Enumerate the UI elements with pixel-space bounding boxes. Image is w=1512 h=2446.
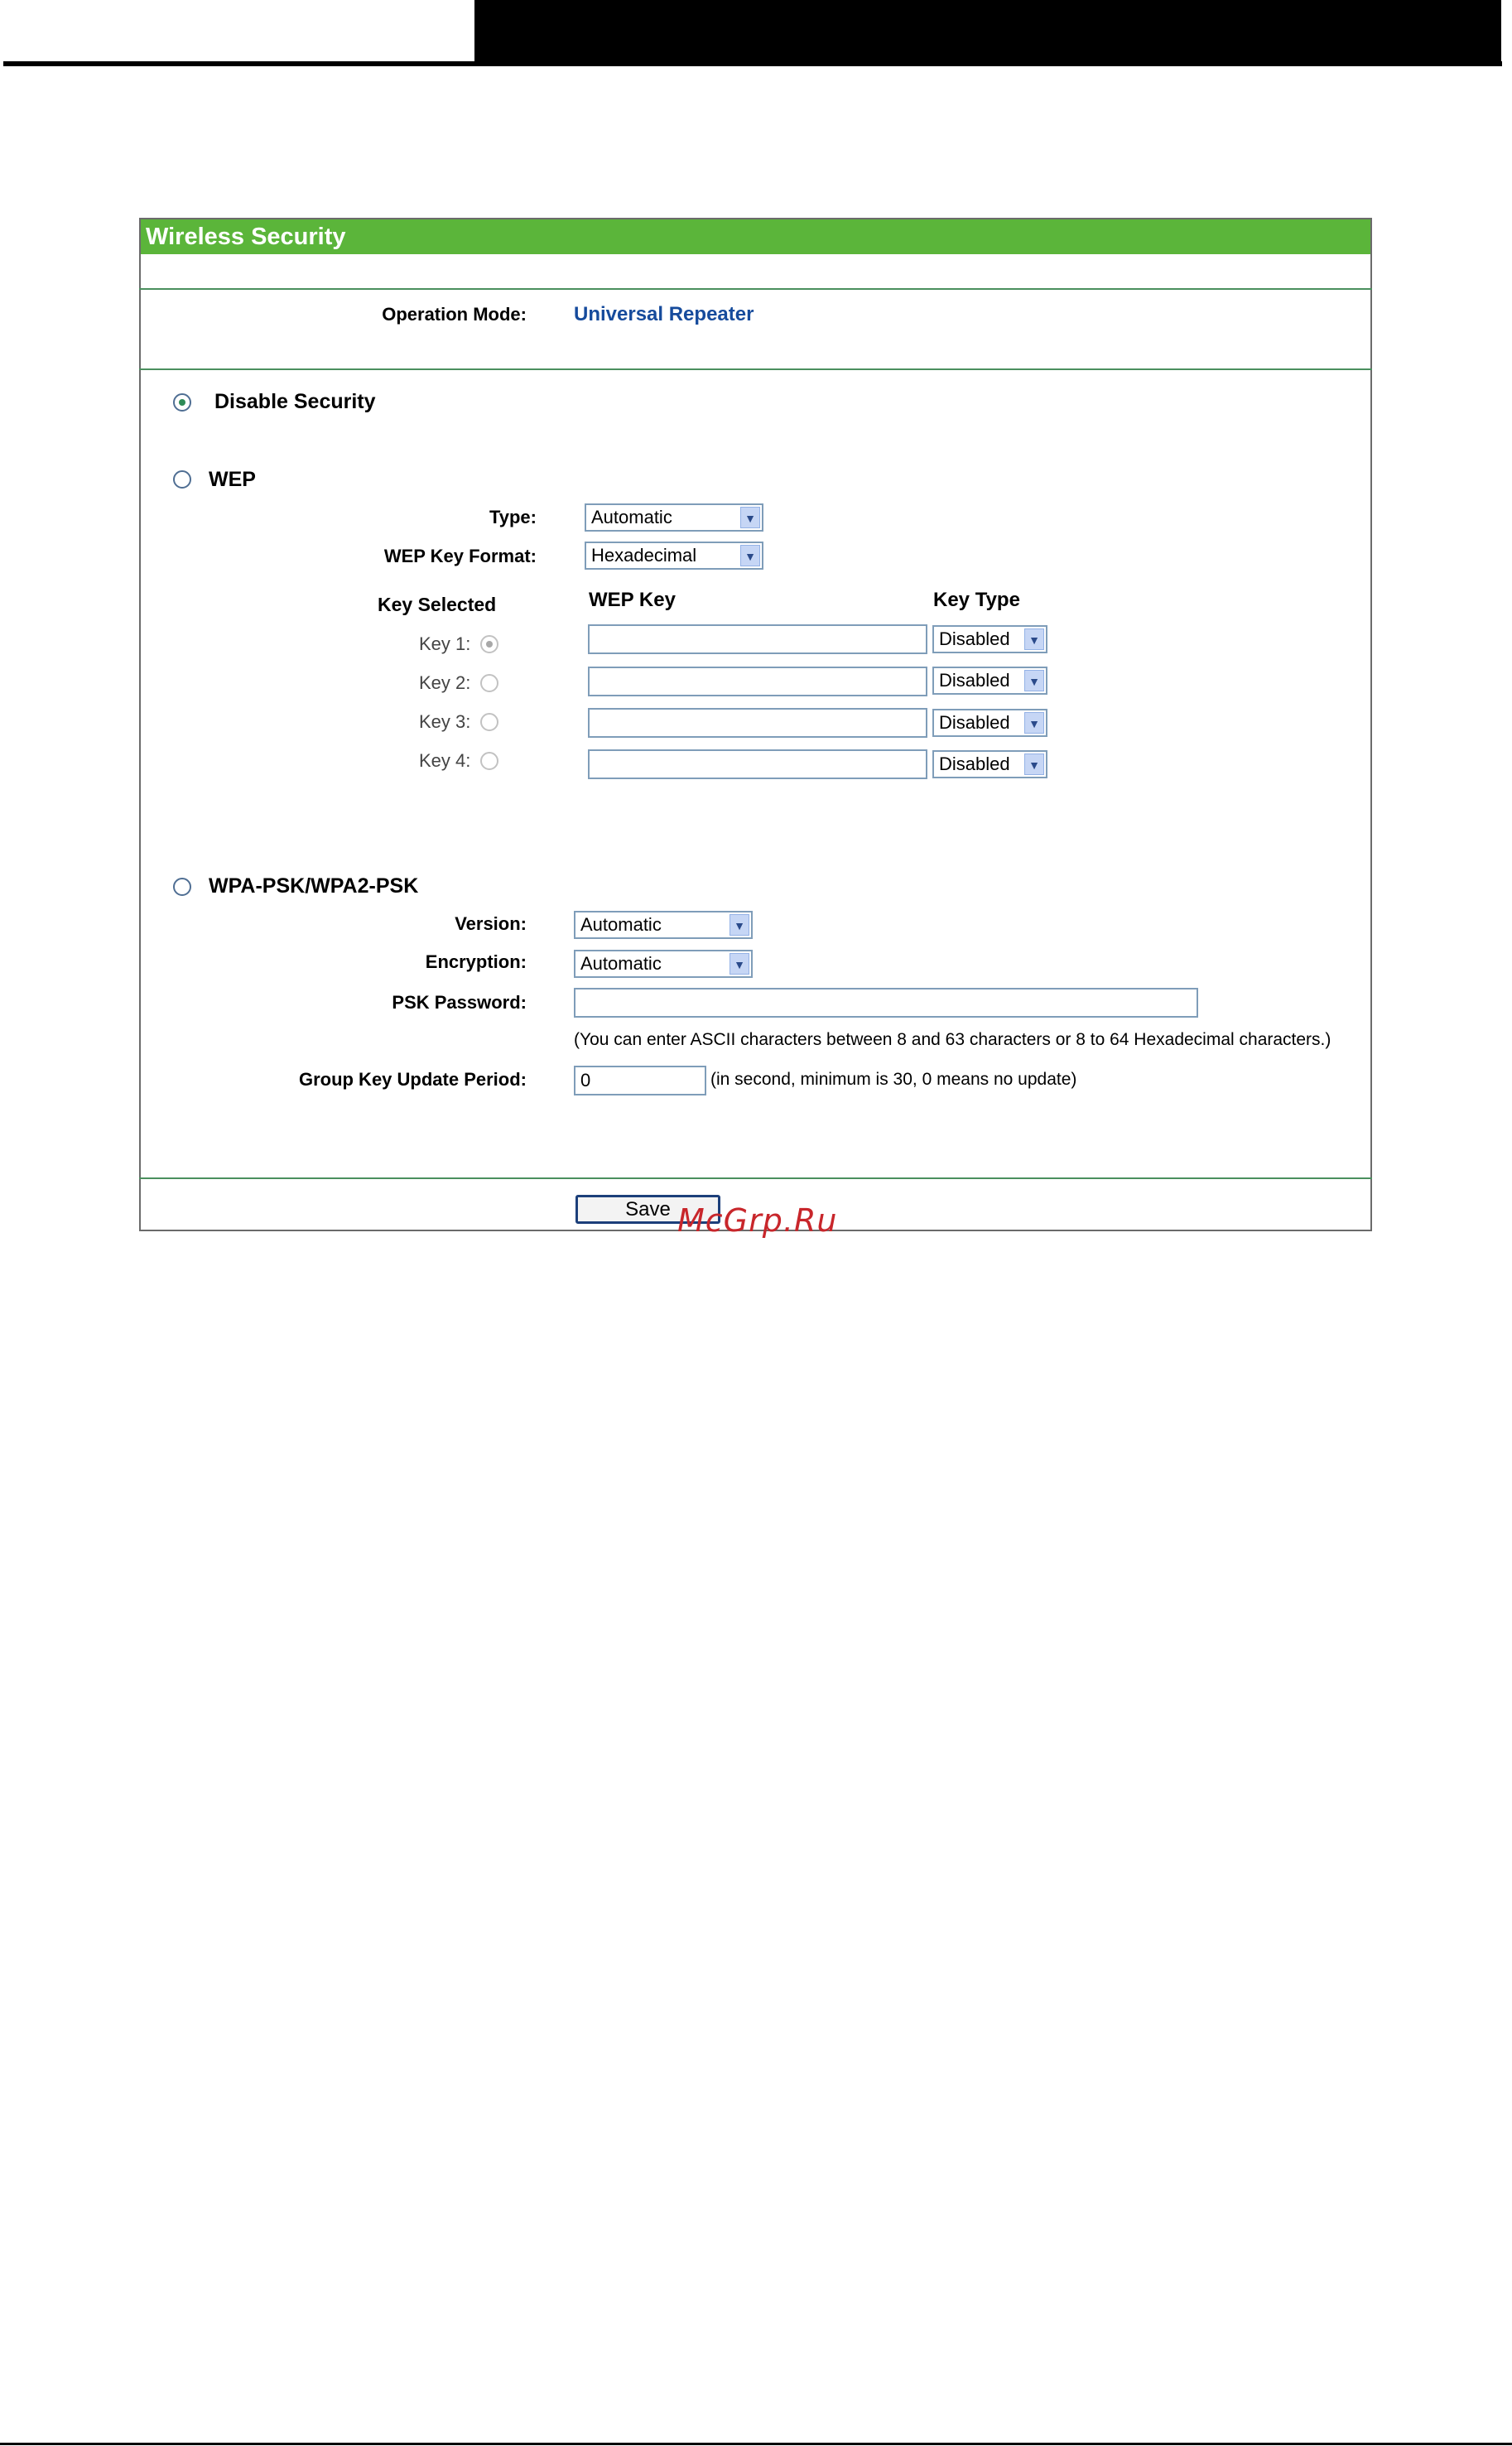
- wep-radio[interactable]: [173, 470, 191, 489]
- chevron-down-icon: ▼: [1024, 754, 1044, 775]
- save-button[interactable]: Save: [575, 1195, 720, 1224]
- key-2-type-value: Disabled: [939, 670, 1010, 691]
- key-3-input[interactable]: [588, 708, 927, 738]
- key-1-input[interactable]: [588, 624, 927, 654]
- chevron-down-icon: ▼: [740, 545, 760, 566]
- chevron-down-icon: ▼: [740, 507, 760, 528]
- panel-title: Wireless Security: [141, 219, 1370, 254]
- key-3-type-select[interactable]: [932, 709, 1047, 737]
- key-4-input[interactable]: [588, 749, 927, 779]
- wep-key-format-label: WEP Key Format:: [383, 546, 537, 566]
- group-key-update-hint: (in second, minimum is 30, 0 means no update): [710, 1070, 1077, 1089]
- wep-key-format-select[interactable]: [585, 542, 763, 570]
- disable-security-label: Disable Security: [214, 390, 376, 413]
- header-divider: [3, 61, 1502, 66]
- key-1-type-value: Disabled: [939, 628, 1010, 649]
- wep-type-value: Automatic: [591, 507, 672, 527]
- wpa-version-label: Version:: [455, 913, 527, 934]
- key-1-type-select[interactable]: [932, 625, 1047, 653]
- psk-password-hint: (You can enter ASCII characters between 8 and 63 characters or 8 to 64 Hexadecimal characters.): [574, 1030, 1331, 1049]
- column-wep-key: WEP Key: [589, 589, 676, 611]
- group-key-update-input[interactable]: 0: [574, 1066, 706, 1095]
- chevron-down-icon: ▼: [1024, 628, 1044, 650]
- key-2-input[interactable]: [588, 667, 927, 696]
- key-3-label: Key 3:: [419, 711, 471, 732]
- column-key-selected: Key Selected: [378, 594, 497, 615]
- wpa-radio[interactable]: [173, 878, 191, 896]
- disable-security-radio[interactable]: [173, 393, 191, 412]
- group-key-update-label: Group Key Update Period:: [298, 1069, 527, 1090]
- chevron-down-icon: ▼: [1024, 712, 1044, 734]
- key-4-type-value: Disabled: [939, 754, 1010, 774]
- key-1-radio[interactable]: [480, 635, 498, 653]
- divider: [139, 368, 1372, 370]
- wep-type-label: Type:: [489, 507, 537, 527]
- key-3-radio[interactable]: [480, 713, 498, 731]
- key-4-label: Key 4:: [419, 750, 471, 771]
- chevron-down-icon: ▼: [730, 914, 749, 936]
- psk-password-input[interactable]: [574, 988, 1198, 1018]
- wep-label: WEP: [209, 468, 256, 491]
- wpa-label: WPA-PSK/WPA2-PSK: [209, 874, 419, 898]
- header-bar: [474, 0, 1501, 64]
- operation-mode-value: Universal Repeater: [574, 303, 754, 325]
- wpa-encryption-select[interactable]: [574, 950, 753, 978]
- wpa-encryption-label: Encryption:: [425, 951, 527, 972]
- column-key-type: Key Type: [933, 589, 1020, 611]
- wpa-encryption-value: Automatic: [580, 953, 662, 974]
- key-2-label: Key 2:: [419, 672, 471, 693]
- key-4-type-select[interactable]: [932, 750, 1047, 778]
- key-4-radio[interactable]: [480, 752, 498, 770]
- key-2-radio[interactable]: [480, 674, 498, 692]
- psk-password-label: PSK Password:: [392, 992, 527, 1013]
- key-1-label: Key 1:: [419, 633, 471, 654]
- key-2-type-select[interactable]: [932, 667, 1047, 695]
- operation-mode-label: Operation Mode:: [382, 304, 527, 325]
- footer-divider: [0, 2443, 1512, 2445]
- wep-key-format-value: Hexadecimal: [591, 545, 697, 566]
- divider: [139, 1177, 1372, 1179]
- wep-type-select[interactable]: [585, 503, 763, 532]
- divider: [139, 288, 1372, 290]
- chevron-down-icon: ▼: [730, 953, 749, 975]
- chevron-down-icon: ▼: [1024, 670, 1044, 691]
- wpa-version-value: Automatic: [580, 914, 662, 935]
- wpa-version-select[interactable]: [574, 911, 753, 939]
- watermark-text: McGrp.Ru: [677, 1202, 838, 1239]
- key-3-type-value: Disabled: [939, 712, 1010, 733]
